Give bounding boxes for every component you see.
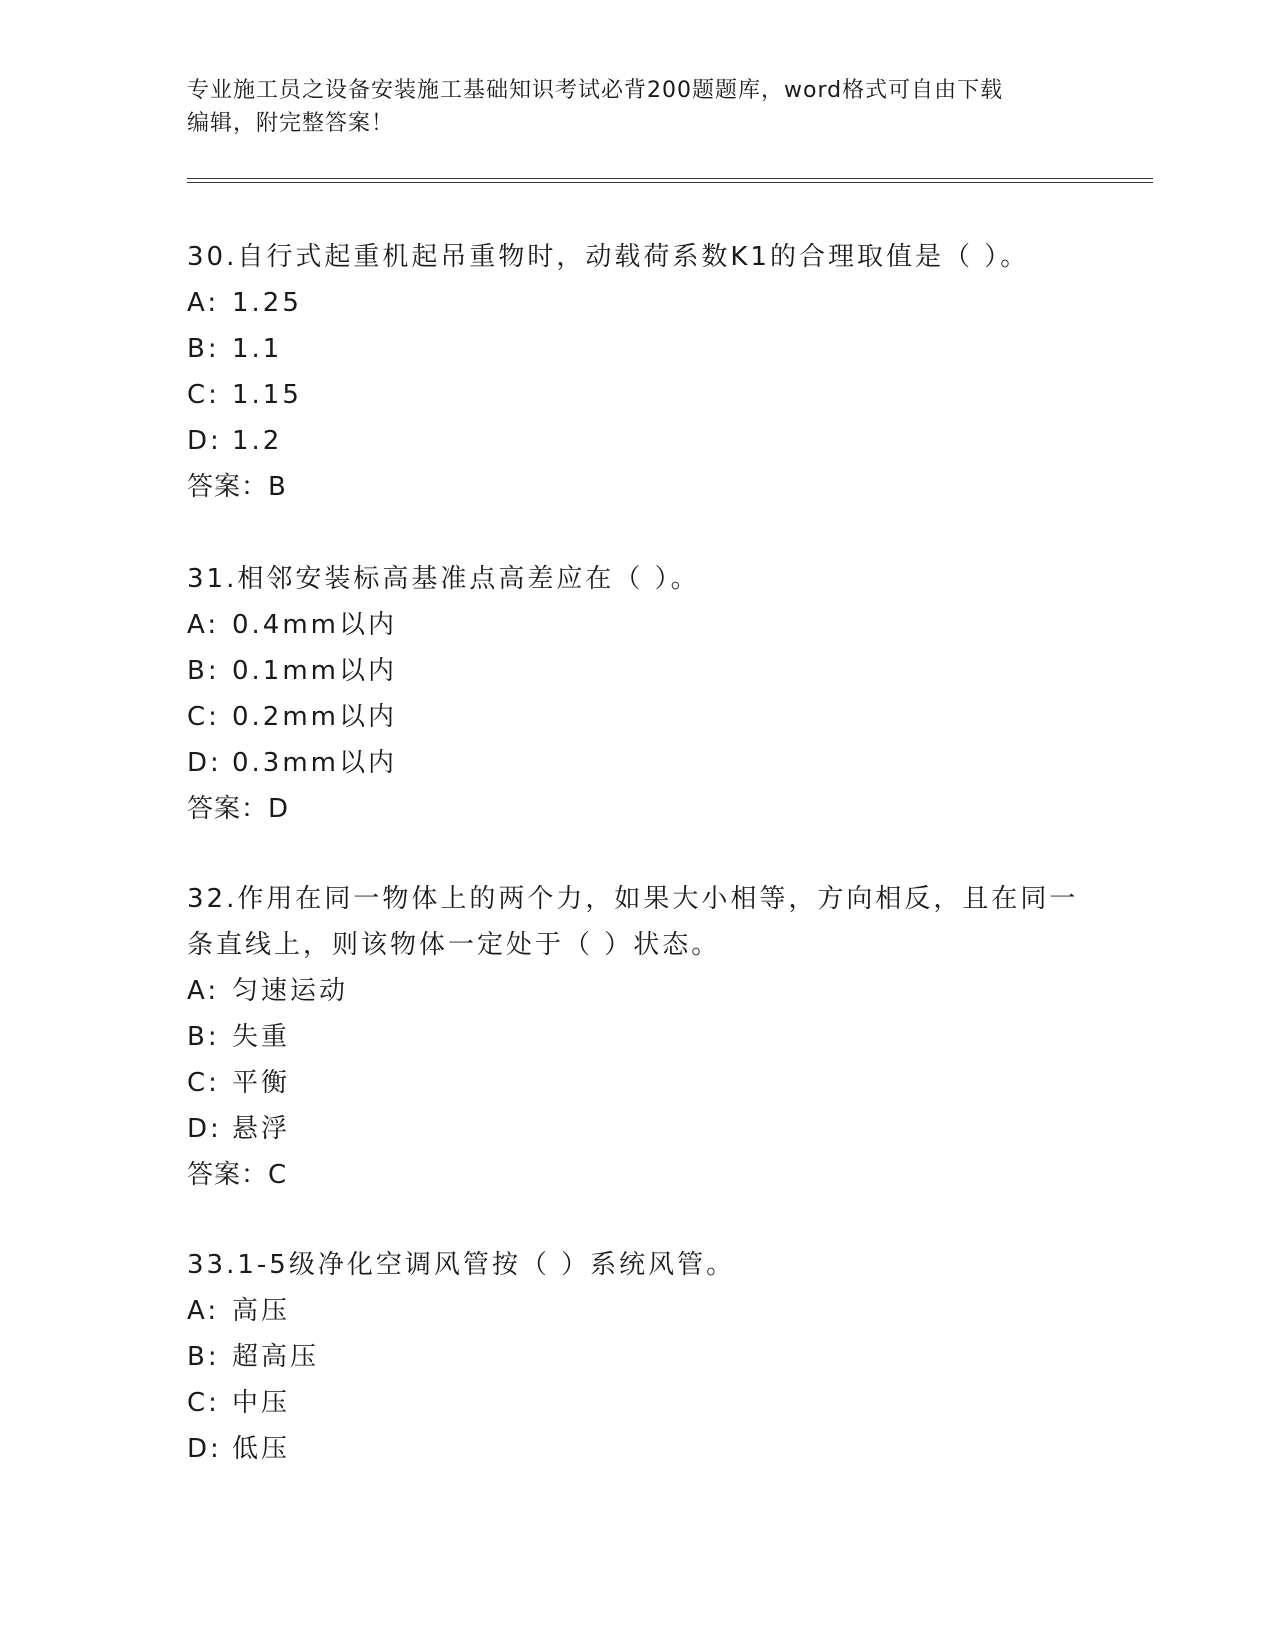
option-text: 0.2mm以内: [232, 702, 398, 732]
option-d: [187, 740, 1087, 786]
option-c: [187, 694, 1087, 740]
option-b: [187, 1014, 1087, 1060]
header-divider-top: [187, 178, 1153, 179]
option-text: 1.2: [232, 426, 283, 456]
option-letter: C:: [187, 1068, 220, 1098]
header-divider-bottom: [187, 182, 1153, 183]
option-d: [187, 1106, 1087, 1152]
option-text: 平衡: [232, 1068, 291, 1098]
option-text: 0.3mm以内: [232, 748, 398, 778]
option-b: [187, 326, 1087, 372]
option-d: [187, 418, 1087, 464]
option-text: 高压: [232, 1296, 291, 1326]
question-stem-line-2: 条直线上，则该物体一定处于（ ）状态。: [187, 930, 721, 960]
option-text: 失重: [232, 1022, 291, 1052]
option-letter: A:: [187, 288, 220, 318]
option-a: [187, 602, 1087, 648]
question-31: [187, 556, 1087, 832]
option-b: [187, 648, 1087, 694]
option-letter: D:: [187, 426, 222, 456]
answer-line: 答案：C: [187, 1160, 288, 1190]
question-stem: 30.自行式起重机起吊重物时，动载荷系数K1的合理取值是（ ）。: [187, 242, 1030, 272]
header-line-1: 专业施工员之设备安装施工基础知识考试必背200题题库，word格式可自由下载: [187, 78, 1004, 103]
question-stem: 31.相邻安装标高基准点高差应在（ ）。: [187, 564, 700, 594]
question-32: [187, 876, 1087, 1198]
option-d: [187, 1426, 1087, 1472]
question-30: [187, 234, 1087, 510]
option-letter: A:: [187, 610, 220, 640]
option-b: [187, 1334, 1087, 1380]
option-letter: D:: [187, 748, 222, 778]
option-text: 0.1mm以内: [232, 656, 398, 686]
option-letter: C:: [187, 702, 220, 732]
option-c: [187, 372, 1087, 418]
option-text: 中压: [232, 1388, 291, 1418]
option-text: 1.15: [232, 380, 302, 410]
option-a: [187, 1288, 1087, 1334]
question-stem: 33.1-5级净化空调风管按（ ）系统风管。: [187, 1250, 736, 1280]
option-letter: A:: [187, 1296, 220, 1326]
header-line-2: 编辑，附完整答案！: [187, 111, 395, 136]
option-text: 低压: [232, 1434, 291, 1464]
answer-line: 答案：D: [187, 794, 290, 824]
question-stem-line-1: 32.作用在同一物体上的两个力，如果大小相等，方向相反，且在同一: [187, 884, 1079, 914]
question-33: [187, 1242, 1087, 1472]
option-text: 0.4mm以内: [232, 610, 398, 640]
option-text: 超高压: [232, 1342, 320, 1372]
option-letter: C:: [187, 380, 220, 410]
option-a: [187, 968, 1087, 1014]
option-letter: A:: [187, 976, 220, 1006]
option-letter: B:: [187, 1022, 220, 1052]
answer-line: 答案：B: [187, 472, 287, 502]
option-letter: B:: [187, 334, 220, 364]
option-text: 1.25: [232, 288, 302, 318]
option-text: 1.1: [232, 334, 283, 364]
option-a: [187, 280, 1087, 326]
option-text: 悬浮: [232, 1114, 291, 1144]
option-c: [187, 1060, 1087, 1106]
option-letter: C:: [187, 1388, 220, 1418]
option-letter: D:: [187, 1434, 222, 1464]
document-header: [187, 74, 1087, 140]
option-letter: B:: [187, 1342, 220, 1372]
option-text: 匀速运动: [232, 976, 349, 1006]
option-letter: D:: [187, 1114, 222, 1144]
option-letter: B:: [187, 656, 220, 686]
option-c: [187, 1380, 1087, 1426]
